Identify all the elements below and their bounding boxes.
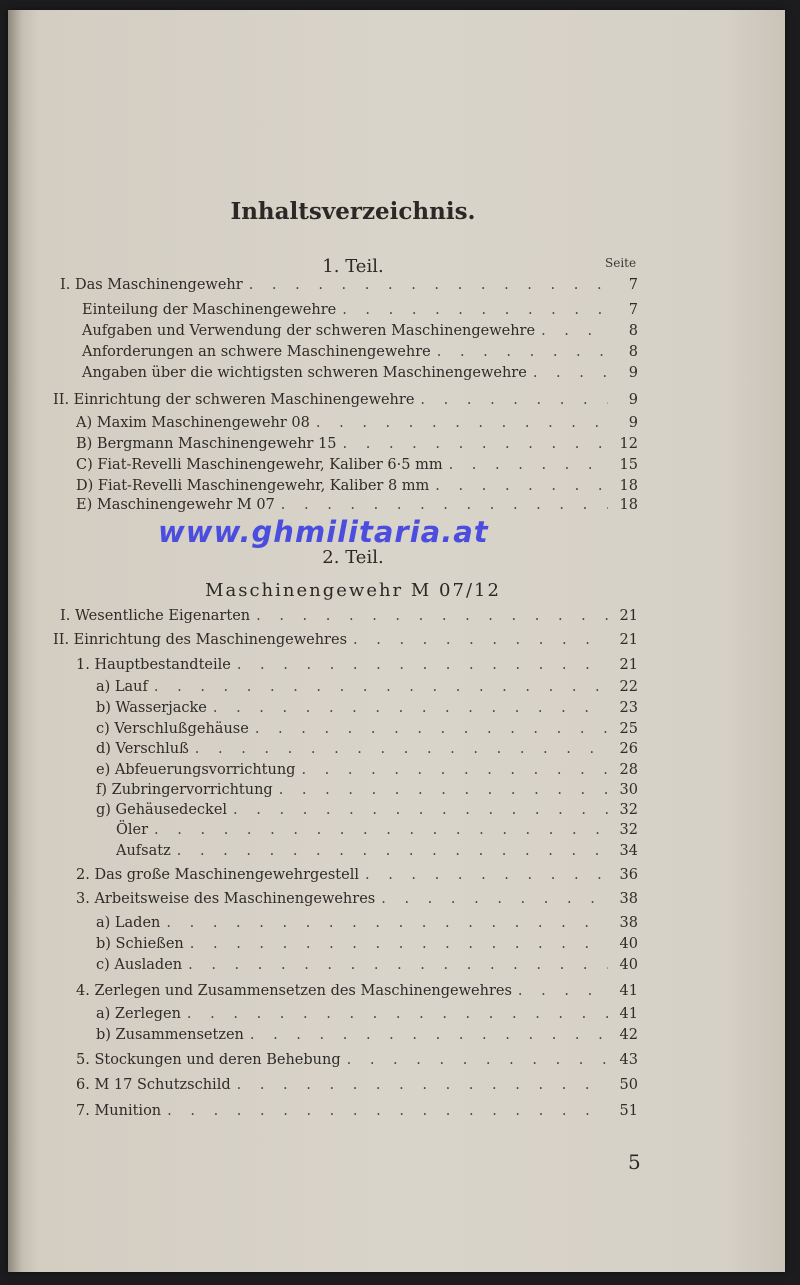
toc-entry-label: Anforderungen an schwere Maschinengewehre	[82, 344, 431, 360]
toc-entry-label: a) Zerlegen	[96, 1006, 181, 1022]
toc-entry	[60, 277, 638, 297]
toc-entry	[76, 497, 638, 517]
toc-entry-label: Angaben über die wichtigsten schweren Maschinengewehre	[82, 365, 527, 381]
toc-entry	[96, 741, 638, 761]
toc-entry	[53, 392, 638, 412]
toc-entry-page: 40	[619, 957, 638, 973]
toc-leader-dots	[255, 721, 608, 737]
toc-entry-page: 9	[628, 415, 638, 431]
toc-leader-dots	[195, 741, 608, 757]
toc-entry-page: 7	[628, 277, 638, 293]
part2-heading: 2. Teil.	[322, 547, 384, 568]
toc-leader-dots	[233, 802, 608, 818]
toc-entry-label: b) Wasserjacke	[96, 700, 207, 716]
toc-leader-dots	[177, 843, 608, 859]
toc-entry	[60, 608, 638, 628]
toc-entry-label: 5. Stockungen und deren Behebung	[76, 1052, 341, 1068]
toc-leader-dots	[237, 1077, 608, 1093]
toc-leader-dots	[342, 302, 608, 318]
toc-entry-page: 34	[619, 843, 638, 859]
toc-leader-dots	[353, 632, 608, 648]
toc-entry-page: 12	[619, 436, 638, 452]
toc-entry-label: e) Abfeuerungsvorrichtung	[96, 762, 296, 778]
toc-leader-dots	[237, 657, 608, 673]
toc-entry-label: c) Ausladen	[96, 957, 183, 973]
toc-leader-dots	[213, 700, 608, 716]
toc-entry-page: 43	[619, 1052, 638, 1068]
toc-entry	[96, 782, 638, 802]
toc-entry	[96, 957, 638, 977]
toc-entry-page: 7	[628, 302, 638, 318]
toc-entry-label: 7. Munition	[76, 1103, 162, 1119]
toc-entry-label: B) Bergmann Maschinengewehr 15	[76, 436, 337, 452]
toc-entry	[116, 822, 638, 842]
toc-leader-dots	[518, 983, 608, 999]
toc-leader-dots	[449, 457, 608, 473]
toc-leader-dots	[381, 891, 608, 907]
toc-entry	[53, 632, 638, 652]
toc-entry-label: b) Zusammensetzen	[96, 1027, 244, 1043]
toc-entry-page: 18	[619, 478, 638, 494]
toc-entry	[82, 365, 638, 385]
toc-entry-label: I. Wesentliche Eigenarten	[60, 608, 251, 624]
toc-leader-dots	[420, 392, 608, 408]
toc-entry	[116, 843, 638, 863]
toc-entry-page: 51	[619, 1103, 638, 1119]
toc-entry-label: g) Gehäusedeckel	[96, 802, 228, 818]
toc-entry-label: D) Fiat-Revelli Maschinengewehr, Kaliber 8 mm	[76, 478, 430, 494]
toc-leader-dots	[154, 679, 608, 695]
toc-leader-dots	[316, 415, 608, 431]
toc-entry-page: 32	[619, 802, 638, 818]
toc-entry-page: 21	[619, 632, 638, 648]
toc-entry-label: 6. M 17 Schutzschild	[76, 1077, 231, 1093]
toc-entry	[76, 415, 638, 435]
toc-leader-dots	[279, 782, 608, 798]
toc-entry	[96, 679, 638, 699]
toc-entry-label: 4. Zerlegen und Zusammensetzen des Maschinengewehres	[76, 983, 512, 999]
toc-entry-page: 38	[619, 891, 638, 907]
toc-entry-label: 1. Hauptbestandteile	[76, 657, 231, 673]
toc-entry	[96, 700, 638, 720]
toc-leader-dots	[437, 344, 608, 360]
toc-entry-page: 41	[619, 1006, 638, 1022]
toc-entry-label: I. Das Maschinengewehr	[60, 277, 243, 293]
toc-entry-page: 21	[619, 608, 638, 624]
page-title: Inhaltsverzeichnis.	[230, 198, 476, 225]
toc-entry-label: 3. Arbeitsweise des Maschinengewehres	[76, 891, 376, 907]
toc-entry	[96, 762, 638, 782]
toc-entry-label: c) Verschlußgehäuse	[96, 721, 249, 737]
toc-entry	[76, 478, 638, 498]
toc-leader-dots	[249, 277, 608, 293]
toc-entry-page: 8	[628, 344, 638, 360]
toc-entry-label: II. Einrichtung der schweren Maschinengewehre	[53, 392, 415, 408]
toc-entry-page: 28	[619, 762, 638, 778]
toc-leader-dots	[281, 497, 608, 513]
toc-entry-page: 18	[619, 497, 638, 513]
toc-entry-page: 36	[619, 867, 638, 883]
toc-leader-dots	[154, 822, 608, 838]
toc-entry	[96, 936, 638, 956]
toc-leader-dots	[187, 1006, 608, 1022]
toc-entry	[76, 657, 638, 677]
toc-leader-dots	[167, 1103, 608, 1119]
toc-entry-label: E) Maschinengewehr M 07	[76, 497, 275, 513]
document-page	[8, 10, 785, 1272]
toc-entry-label: Einteilung der Maschinengewehre	[82, 302, 337, 318]
toc-leader-dots	[166, 915, 608, 931]
toc-entry-page: 40	[619, 936, 638, 952]
toc-entry-page: 23	[619, 700, 638, 716]
toc-leader-dots	[256, 608, 608, 624]
toc-leader-dots	[347, 1052, 608, 1068]
toc-entry-label: Aufgaben und Verwendung der schweren Maschinengewehre	[82, 323, 536, 339]
toc-entry	[76, 983, 638, 1003]
toc-entry	[96, 721, 638, 741]
toc-entry	[76, 867, 638, 887]
watermark: www.ghmilitaria.at	[158, 515, 489, 549]
toc-entry-page: 26	[619, 741, 638, 757]
toc-leader-dots	[435, 478, 608, 494]
toc-entry	[96, 1027, 638, 1047]
toc-entry	[76, 457, 638, 477]
toc-entry-label: II. Einrichtung des Maschinengewehres	[53, 632, 348, 648]
toc-leader-dots	[365, 867, 608, 883]
toc-entry-label: Aufsatz	[116, 843, 171, 859]
toc-entry-label: b) Schießen	[96, 936, 184, 952]
toc-entry-page: 41	[619, 983, 638, 999]
toc-entry	[76, 436, 638, 456]
toc-entry-label: C) Fiat-Revelli Maschinengewehr, Kaliber 6·5 mm	[76, 457, 443, 473]
toc-entry	[82, 302, 638, 322]
part1-heading: 1. Teil.	[322, 256, 384, 277]
toc-entry-label: d) Verschluß	[96, 741, 189, 757]
toc-entry-label: 2. Das große Maschinengewehrgestell	[76, 867, 359, 883]
toc-entry	[82, 323, 638, 343]
toc-entry-page: 21	[619, 657, 638, 673]
toc-leader-dots	[301, 762, 608, 778]
toc-entry-page: 30	[619, 782, 638, 798]
toc-entry-page: 25	[619, 721, 638, 737]
page-column-label: Seite	[605, 256, 637, 270]
toc-entry-page: 22	[619, 679, 638, 695]
toc-leader-dots	[533, 365, 608, 381]
toc-entry-label: A) Maxim Maschinengewehr 08	[76, 415, 310, 431]
toc-entry-label: f) Zubringervorrichtung	[96, 782, 273, 798]
toc-entry-page: 38	[619, 915, 638, 931]
toc-leader-dots	[343, 436, 608, 452]
toc-entry-page: 32	[619, 822, 638, 838]
toc-entry-label: a) Lauf	[96, 679, 148, 695]
toc-leader-dots	[190, 936, 608, 952]
toc-entry	[82, 344, 638, 364]
toc-entry-page: 9	[628, 365, 638, 381]
part2-subtitle: Maschinengewehr M 07/12	[205, 580, 501, 601]
toc-entry-label: Öler	[116, 822, 149, 838]
toc-entry-page: 8	[628, 323, 638, 339]
toc-entry	[96, 1006, 638, 1026]
toc-entry	[76, 891, 638, 911]
page-number: 5	[628, 1150, 641, 1174]
toc-entry-page: 42	[619, 1027, 638, 1043]
toc-entry-page: 15	[619, 457, 638, 473]
toc-entry	[96, 915, 638, 935]
toc-entry	[76, 1103, 638, 1123]
toc-entry-page: 9	[628, 392, 638, 408]
toc-entry	[76, 1077, 638, 1097]
toc-entry-label: a) Laden	[96, 915, 161, 931]
toc-leader-dots	[250, 1027, 608, 1043]
toc-entry	[76, 1052, 638, 1072]
toc-entry	[96, 802, 638, 822]
toc-leader-dots	[188, 957, 608, 973]
toc-entry-page: 50	[619, 1077, 638, 1093]
toc-leader-dots	[541, 323, 608, 339]
